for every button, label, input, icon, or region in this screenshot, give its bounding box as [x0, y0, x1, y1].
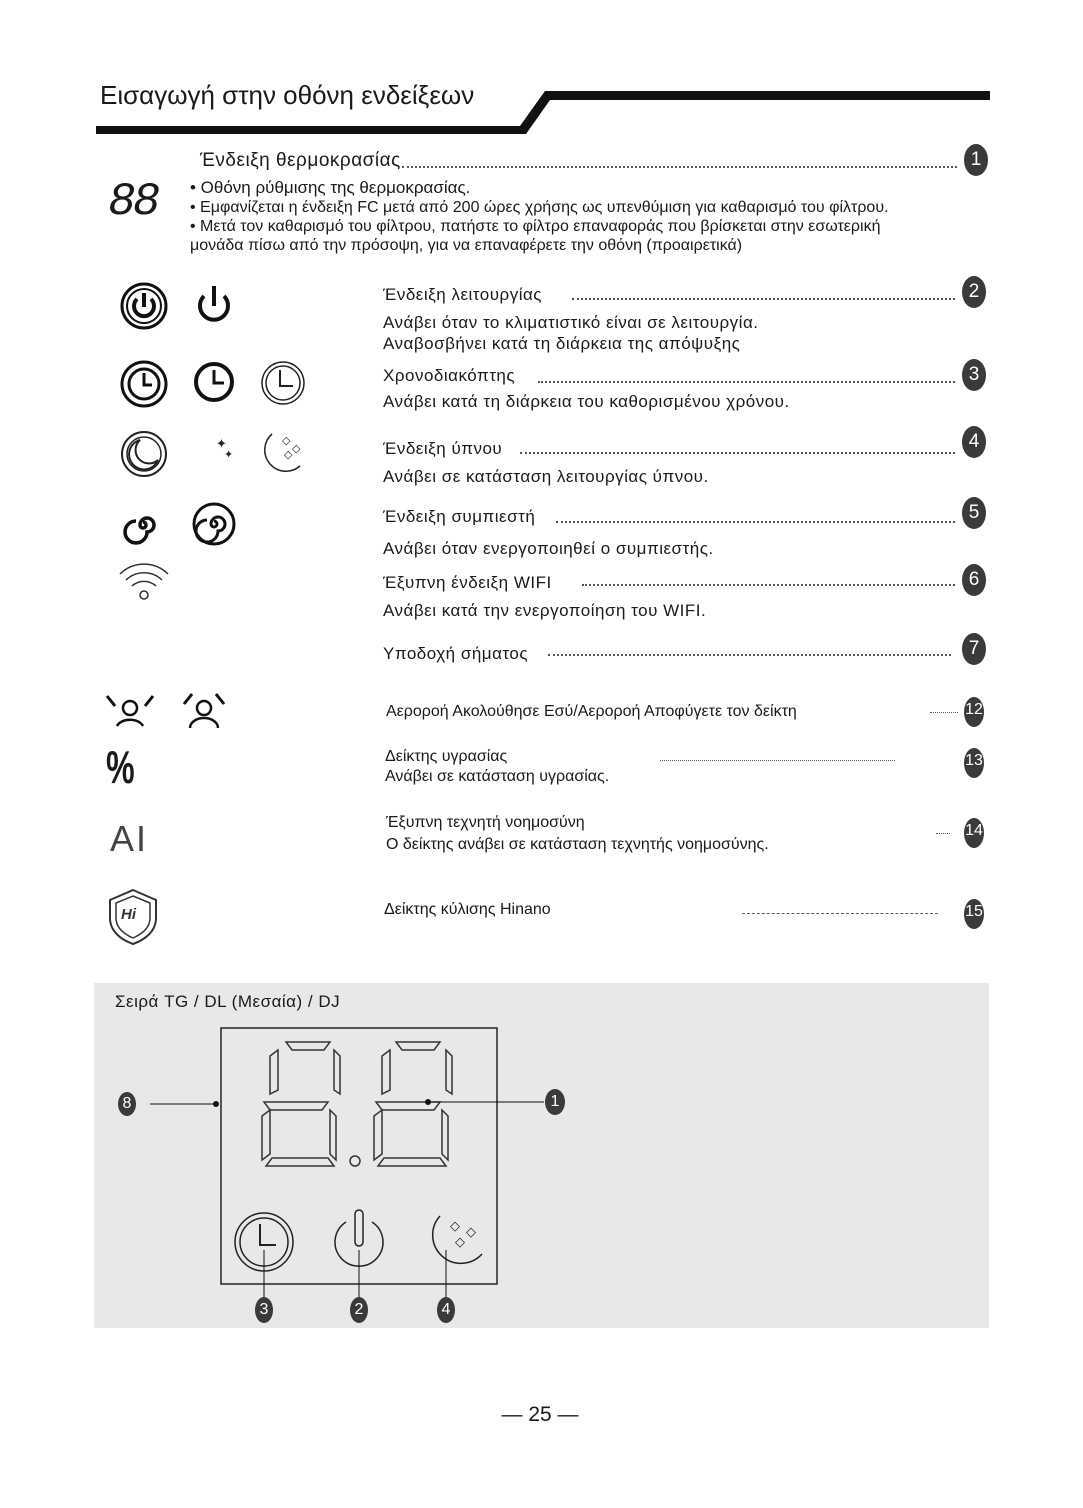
item-heading: Δείκτης κύλισης Hinano [384, 901, 551, 918]
lcd-sleep-icon [433, 1216, 482, 1263]
item-desc: Ανάβει όταν το κλιματιστικό είναι σε λειτουργία. [383, 313, 759, 332]
hi-shield-label: Hi [121, 906, 136, 923]
item-desc: Αναβοσβήνει κατά τη διάρκεια της απόψυξης [383, 334, 741, 353]
ai-icon: AI [110, 818, 149, 859]
temp-heading: Ένδειξη θερμοκρασίας [200, 150, 401, 171]
svg-text:◇: ◇ [282, 435, 291, 447]
item-heading: Έξυπνη τεχνητή νοημοσύνη [386, 814, 585, 831]
humidity-icon: % [106, 741, 135, 793]
item-heading: Έξυπνη ένδειξη WIFI [383, 573, 552, 592]
callout-badge: 1 [964, 144, 988, 176]
svg-text:◇: ◇ [292, 443, 301, 455]
item-desc: Ο δείκτης ανάβει σε κατάσταση τεχνητής νοημοσύνης. [386, 836, 769, 853]
item-heading: Ένδειξη λειτουργίας [383, 285, 542, 304]
item-heading: Χρονοδιακόπτης [383, 366, 516, 385]
item-heading: Αεροροή Ακολούθησε Εσύ/Αεροροή Αποφύγετε τον δείκτη [386, 703, 797, 720]
panel-title: Σειρά TG / DL (Μεσαία) / DJ [115, 992, 341, 1011]
callout-badge: 6 [962, 564, 986, 596]
callout-badge: 2 [962, 276, 986, 308]
callout-badge: 8 [118, 1092, 136, 1116]
callout-badge: 4 [437, 1297, 455, 1323]
svg-text:✦: ✦ [224, 449, 234, 461]
svg-text:◇: ◇ [450, 1218, 460, 1233]
callout-badge: 2 [350, 1297, 368, 1323]
item-desc: Ανάβει κατά την ενεργοποίηση του WIFI. [383, 601, 707, 620]
svg-text:◇: ◇ [455, 1234, 465, 1249]
item-desc: Ανάβει κατά τη διάρκεια του καθορισμένου χρόνου. [383, 392, 790, 411]
svg-text:◇: ◇ [284, 449, 293, 461]
item-desc: Ανάβει σε κατάσταση λειτουργίας ύπνου. [383, 467, 709, 486]
seven-segment-digit [262, 1042, 452, 1166]
item-desc: Ανάβει σε κατάσταση υγρασίας. [385, 768, 610, 785]
item-heading: Ένδειξη συμπιεστή [383, 507, 536, 526]
callout-badge: 3 [255, 1297, 273, 1323]
item-heading: Δείκτης υγρασίας [385, 748, 508, 765]
callout-badge: 12 [964, 697, 984, 727]
callout-badge: 14 [964, 818, 984, 848]
page-title: Εισαγωγή στην οθόνη ενδείξεων [100, 80, 475, 110]
page-number: — 25 — [501, 1403, 579, 1426]
callout-badge: 7 [962, 633, 986, 665]
callout-badge: 4 [962, 426, 986, 458]
temp-bullet: • Οθόνη ρύθμισης της θερμοκρασίας. [190, 178, 471, 197]
callout-badge: 1 [545, 1089, 565, 1115]
svg-text:✦: ✦ [216, 436, 227, 451]
item-desc: Ανάβει όταν ενεργοποιηθεί ο συμπιεστής. [383, 539, 714, 558]
callout-badge: 3 [962, 359, 986, 391]
temp-bullet: • Εμφανίζεται η ένδειξη FC μετά από 200 ώρες χρήσης ως υπενθύμιση για καθαρισμό του φίλτρου. [190, 199, 889, 216]
callout-badge: 5 [962, 497, 986, 529]
callout-badge: 13 [964, 748, 984, 778]
seven-segment-88-icon: 88 [108, 176, 158, 228]
temp-bullet: • Μετά τον καθαρισμό του φίλτρου, πατήστε το φίλτρο επαναφοράς που βρίσκεται στην εσωτερική [190, 218, 881, 235]
temp-bullet: μονάδα πίσω από την πρόσοψη, για να επαναφέρετε την οθόνη (προαιρετικά) [190, 237, 743, 254]
item-heading: Ένδειξη ύπνου [383, 439, 503, 458]
callout-badge: 15 [964, 899, 984, 929]
item-heading: Υποδοχή σήματος [383, 644, 529, 663]
svg-text:◇: ◇ [466, 1224, 476, 1239]
